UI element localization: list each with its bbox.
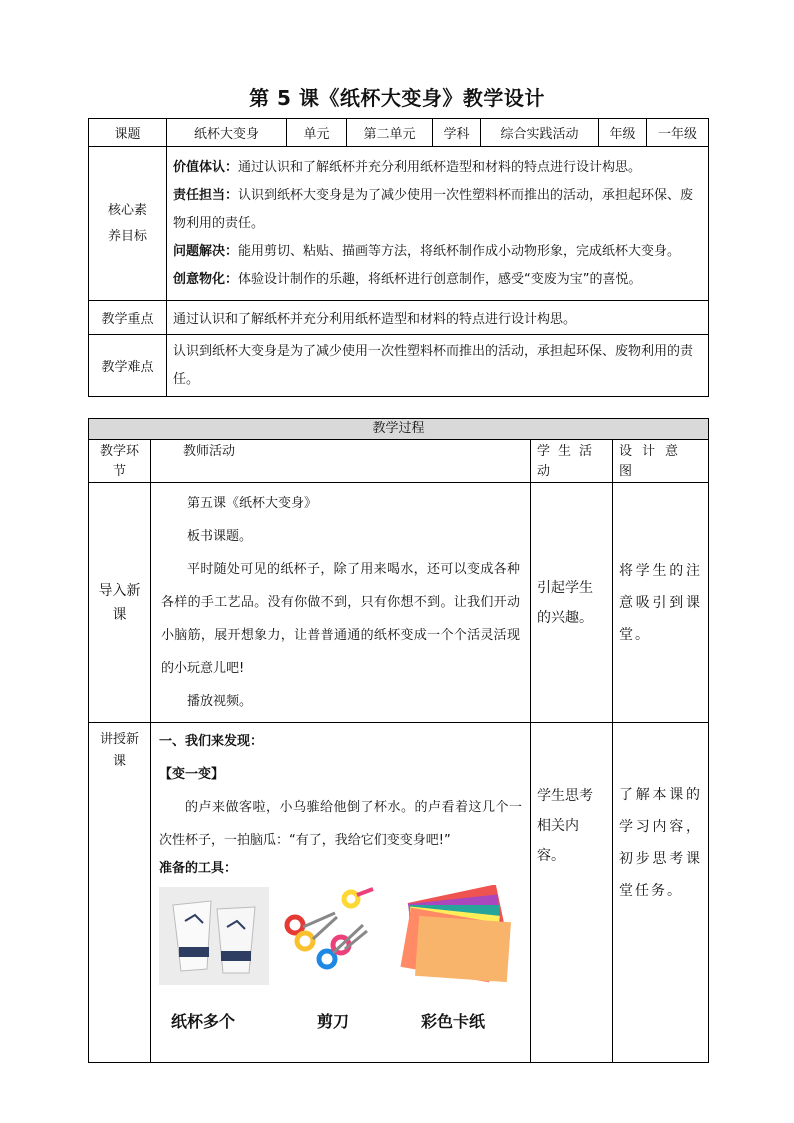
unit-value: 第二单元 xyxy=(347,119,433,147)
key-point-text: 通过认识和了解纸杯并充分利用纸杯造型和材料的特点进行设计构思。 xyxy=(167,301,709,335)
lecture-design: 了解本课的学习内容，初步思考课堂任务。 xyxy=(613,723,709,1063)
intro-teacher xyxy=(151,483,531,723)
core-goal-head: 创意物化： xyxy=(173,271,239,287)
lecture-teacher xyxy=(151,723,531,1063)
core-goals xyxy=(167,147,709,301)
tool-caption: 纸杯多个 xyxy=(171,1012,236,1031)
core-goal-text: 能用剪切、粘贴、描画等方法，将纸杯制作成小动物形象，完成纸杯大变身。 xyxy=(238,243,681,259)
col-stage: 教学环节 xyxy=(89,440,151,483)
tool-caption: 彩色卡纸 xyxy=(421,1012,486,1031)
subject-value: 综合实践活动 xyxy=(481,119,599,147)
grade-value: 一年级 xyxy=(647,119,709,147)
intro-line: 播放视频。 xyxy=(187,694,253,709)
course-value: 纸杯大变身 xyxy=(167,119,287,147)
core-goal-text: 通过认识和了解纸杯并充分利用纸杯造型和材料的特点进行设计构思。 xyxy=(238,159,642,175)
core-goal-head: 问题解决： xyxy=(173,243,239,259)
tools-label: 准备的工具： xyxy=(159,861,238,876)
subject-label: 学科 xyxy=(433,119,481,147)
core-goal-head: 价值体认： xyxy=(173,159,239,175)
core-label-line1: 核心素 xyxy=(107,202,147,218)
paper-cups-image xyxy=(159,887,269,985)
intro-design: 将学生的注意吸引到课堂。 xyxy=(613,483,709,723)
lecture-student: 学生思考相关内容。 xyxy=(531,723,613,1063)
lecture-paragraph: 的卢来做客啦，小乌骓给他倒了杯水。的卢看着这几个一次性杯子，一拍脑瓜：“有了，我给它们变变身吧!” xyxy=(159,800,522,848)
info-table xyxy=(88,118,709,397)
grade-label: 年级 xyxy=(599,119,647,147)
scissors-image xyxy=(275,883,375,983)
core-goal-text: 认识到纸杯大变身是为了减少使用一次性塑料杯而推出的活动，承担起环保、废物利用的责任。 xyxy=(173,187,694,231)
intro-row xyxy=(89,483,709,723)
process-header: 教学过程 xyxy=(89,419,709,440)
core-label xyxy=(89,147,167,301)
core-row xyxy=(89,147,709,301)
intro-line: 板书课题。 xyxy=(187,529,253,544)
intro-student: 引起学生的兴趣。 xyxy=(531,483,613,723)
colored-paper-image xyxy=(395,885,519,985)
difficulty-row xyxy=(89,335,709,397)
col-student: 学生活动 xyxy=(531,440,613,483)
core-goal-text: 体验设计制作的乐趣，将纸杯进行创意制作，感受“变废为宝”的喜悦。 xyxy=(238,271,642,287)
lecture-row xyxy=(89,723,709,1063)
page-title: 第 5 课《纸杯大变身》教学设计 xyxy=(249,86,545,110)
key-point-label: 教学重点 xyxy=(89,301,167,335)
core-goal-head: 责任担当： xyxy=(173,187,239,203)
process-table xyxy=(88,418,709,1063)
process-columns-row xyxy=(89,440,709,483)
core-goal-item xyxy=(173,266,702,294)
col-teacher: 教师活动 xyxy=(151,440,531,483)
difficulty-text: 认识到纸杯大变身是为了减少使用一次性塑料杯而推出的活动，承担起环保、废物利用的责任。 xyxy=(167,335,709,397)
core-goal-item xyxy=(173,238,702,266)
key-point-row xyxy=(89,301,709,335)
intro-stage: 导入新课 xyxy=(89,483,151,723)
tool-caption: 剪刀 xyxy=(317,1012,350,1031)
core-goal-item xyxy=(173,154,702,182)
difficulty-label: 教学难点 xyxy=(89,335,167,397)
col-design: 设计意图 xyxy=(613,440,709,483)
course-label: 课题 xyxy=(89,119,167,147)
lecture-stage: 讲授新课 xyxy=(89,723,151,1063)
intro-line: 第五课《纸杯大变身》 xyxy=(187,496,318,511)
lecture-heading: 一、我们来发现： xyxy=(159,734,264,749)
core-label-line2: 养目标 xyxy=(107,228,147,244)
lecture-subheading: 【变一变】 xyxy=(159,767,225,782)
intro-line: 平时随处可见的纸杯子，除了用来喝水，还可以变成各种各样的手工艺品。没有你做不到，只有你想不到。让我们开动小脑筋，展开想象力，让普普通通的纸杯变成一个个活灵活现的小玩意儿吧! xyxy=(161,562,520,676)
info-row xyxy=(89,119,709,147)
tools-figure xyxy=(159,881,522,1041)
core-goal-item xyxy=(173,182,702,238)
process-header-row xyxy=(89,419,709,440)
unit-label: 单元 xyxy=(287,119,347,147)
